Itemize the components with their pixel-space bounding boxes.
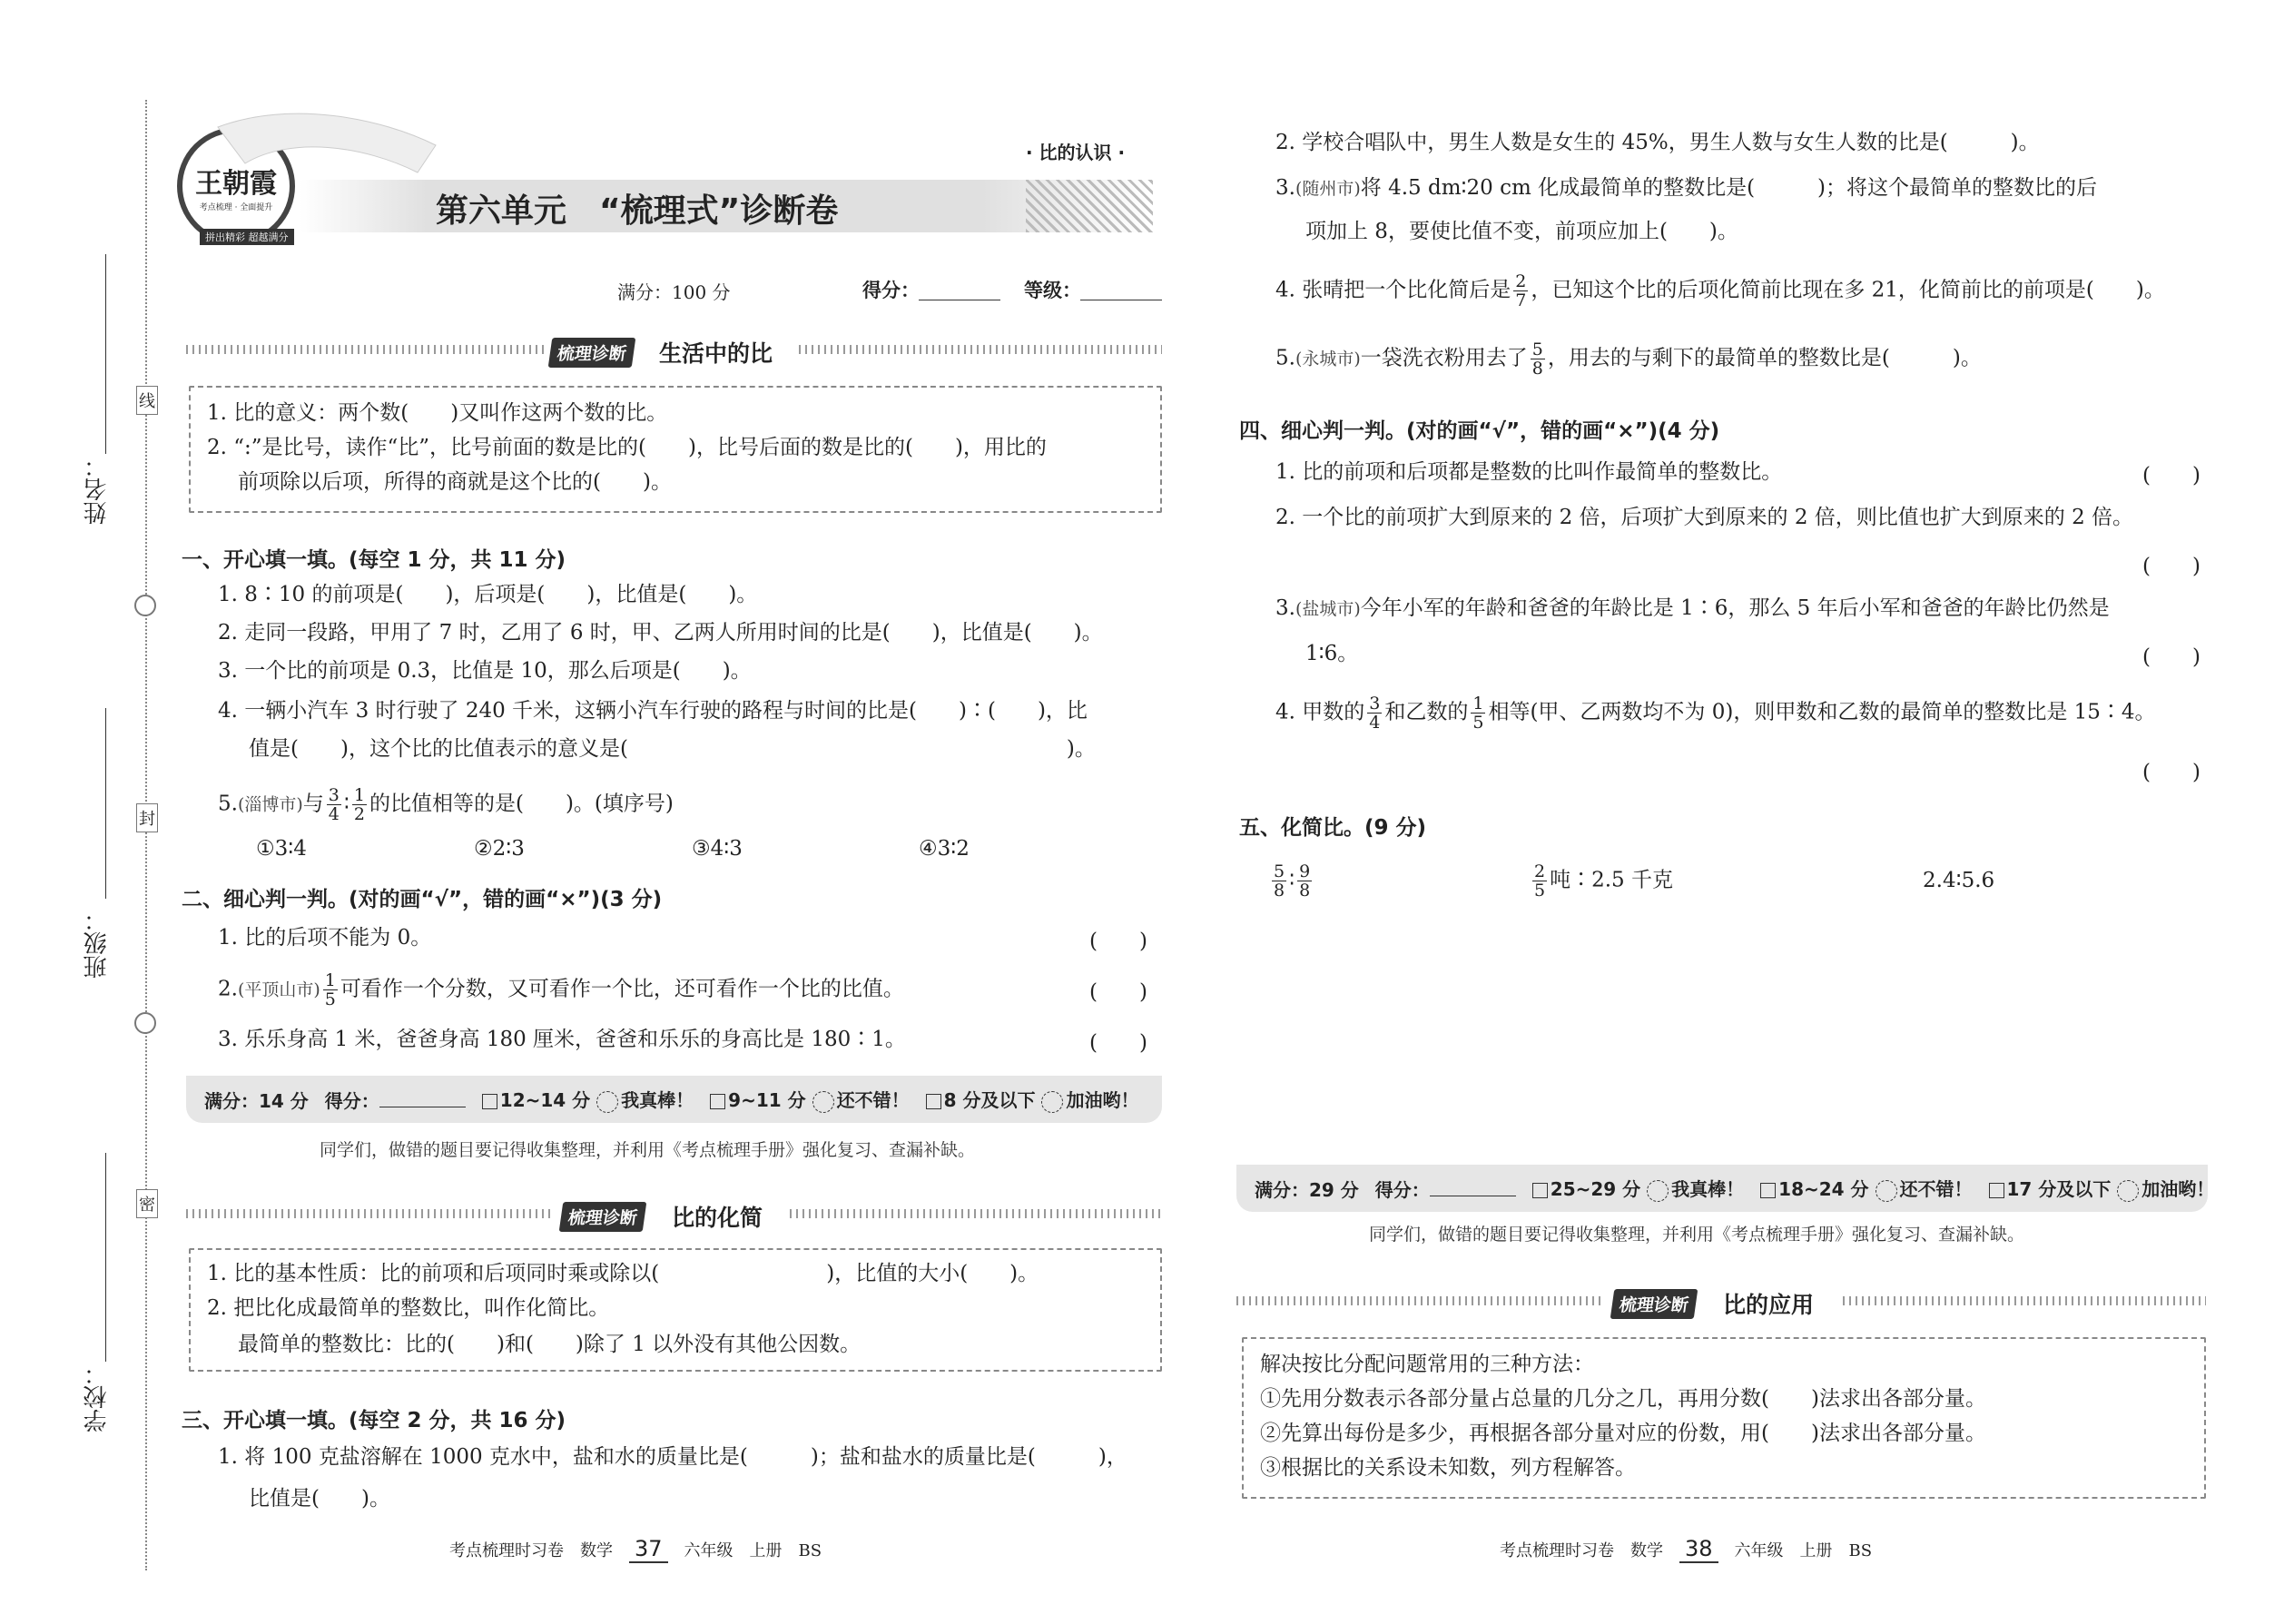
checkbox[interactable] [1989,1183,2004,1198]
question: 3.(随州市)将 4.5 dm∶20 cm 化成最简单的整数比是( )；将这个最简单的整数比的后 [1275,176,2098,200]
fraction: $\frac{2}{7}$ [1515,271,1527,310]
smile-icon [1647,1180,1669,1202]
question: 项加上 8，要使比值不变，前项应加上( )。 [1305,220,1738,243]
q-text: 与 [302,792,324,816]
question: 2.(平顶山市) $\frac{1}{5}$ 可看作一个分数，又可看作一个比，还可看作一个比的比值。 [218,970,904,1009]
cheer-icon [1041,1091,1063,1113]
binding-line [145,100,147,1570]
section-title: 生活中的比 [659,340,773,367]
question: 3. 乐乐身高 1 米，爸爸身高 180 厘米，爸爸和乐乐的身高比是 180∶1。 [218,1028,906,1051]
class-label: 班级： [84,908,111,979]
question: 值是( )，这个比的比值表示的意义是( )。 [249,737,1096,761]
part-heading: 三、开心填一填。(每空 2 分，共 16 分) [182,1409,566,1432]
score-label: 得分： [1374,1178,1430,1201]
score-label: 得分： [324,1089,379,1112]
full-score: 满分：29 分 [1255,1178,1359,1201]
reminder: 同学们，做错的题目要记得收集整理，并利用《考点梳理手册》强化复习、查漏补缺。 [320,1140,976,1160]
name-blank[interactable] [105,254,106,454]
grade-label: 等级： [1024,280,1081,301]
cheer-icon [2117,1180,2139,1202]
city-note: (淄博市) [237,794,303,815]
city-note: (盐城市) [1295,599,1361,619]
question: 5.(永城市)一袋洗衣粉用去了 $\frac{5}{8}$ ，用去的与剩下的最简单的整数比是( )。 [1275,340,1982,379]
part-heading: 四、细心判一判。(对的画“√”，错的画“×”)(4 分) [1239,419,1720,443]
logo-motto: 拼出精彩 超越满分 [200,229,294,245]
fraction: $\frac{1}{5}$ [1472,694,1484,733]
section-tag: 梳理诊断 [1610,1289,1698,1319]
seal-label-1: 线 [136,386,158,415]
option: ①3∶4 [256,837,307,861]
question: 比值是( )。 [249,1487,390,1511]
binding-hole-bottom [134,1012,156,1034]
question: 4. 张晴把一个比化简后是 $\frac{2}{7}$ ，已知这个比的后项化简前比现在多 21，化简前比的前项是( )。 [1275,271,2165,310]
score-bar: 满分：14 分 得分： 12~14 分 我真棒！ 9~11 分 还不错！ 8 分及以下 加油哟！ [186,1076,1162,1123]
page-title: 第六单元 “梳理式”诊断卷 [436,192,839,230]
reminder: 同学们，做错的题目要记得收集整理，并利用《考点梳理手册》强化复习、查漏补缺。 [1369,1225,2025,1245]
logo-sub: 考点梳理 · 全面提升 [199,202,273,212]
city-note: (永城市) [1295,349,1361,369]
knowledge-line: 2. “:”是比号，读作“比”，比号前面的数是比的( )，比号后面的数是比的( )，用比的 [207,436,1047,459]
question: 1. 比的后项不能为 0。 [218,926,432,950]
question: 3.(盐城市)今年小军的年龄和爸爸的年龄比是 1∶6，那么 5 年后小军和爸爸的年龄比仍然是 [1275,596,2110,620]
logo-text: 王朝霞 [195,167,277,200]
fraction: $\frac{9}{8}$ [1299,861,1311,901]
page-number: 37 [629,1536,668,1563]
seal-label-3: 密 [136,1189,158,1218]
section-tag: 梳理诊断 [548,338,636,368]
option: ②2∶3 [474,837,525,861]
class-blank[interactable] [105,708,106,899]
section-divider [186,345,545,354]
answer-paren[interactable]: ( ) [2142,555,2200,578]
part-heading: 一、开心填一填。(每空 1 分，共 11 分) [182,548,566,572]
part-heading: 二、细心判一判。(对的画“√”，错的画“×”)(3 分) [182,888,663,911]
answer-paren[interactable]: ( ) [2142,464,2200,487]
section-divider [1843,1296,2206,1305]
section-divider [790,1209,1162,1218]
q-number: 5. [218,792,238,816]
part-heading: 五、化简比。(9 分) [1239,816,1427,840]
fraction: $\frac{1}{2}$ [353,785,365,824]
answer-paren[interactable]: ( ) [2142,645,2200,669]
section-title: 比的应用 [1723,1292,1815,1318]
answer-paren[interactable]: ( ) [1089,1031,1147,1055]
knowledge-line: 解决按比分配问题常用的三种方法： [1260,1353,1594,1376]
question: 4. 一辆小汽车 3 时行驶了 240 千米，这辆小汽车行驶的路程与时间的比是( )∶( )，比 [218,699,1088,723]
footer-book: 考点梳理时习卷 数学 [449,1541,613,1560]
fraction: $\frac{5}{8}$ [1274,861,1285,901]
simplify-item: $\frac{5}{8}$ ∶ $\frac{9}{8}$ [1274,861,1311,901]
score-label: 得分： [862,280,920,301]
footer-grade: 六年级 上册 BS [684,1541,822,1560]
footer-book: 考点梳理时习卷 数学 [1500,1541,1663,1560]
section-divider [186,1209,554,1218]
city-note: (随州市) [1295,179,1361,199]
knowledge-line: ①先用分数表示各部分量占总量的几分之几，再用分数( )法求出各部分量。 [1260,1387,1986,1411]
fraction: $\frac{3}{4}$ [328,785,340,824]
score-blank[interactable] [1430,1180,1516,1196]
checkbox[interactable] [926,1094,941,1109]
knowledge-line: 1. 比的基本性质：比的前项和后项同时乘或除以( )，比值的大小( )。 [207,1262,1039,1285]
school-blank[interactable] [105,1153,106,1362]
knowledge-line: 最简单的整数比：比的( )和( )除了 1 以外没有其他公因数。 [238,1333,861,1356]
score-bar: 满分：29 分 得分： 25~29 分 我真棒！ 18~24 分 还不错！ 17 分及以下 加油哟！ [1236,1165,2208,1212]
knowledge-line: 1. 比的意义：两个数( )又叫作这两个数的比。 [207,401,668,425]
title-band-pattern [1026,180,1153,232]
smile-icon [812,1091,834,1113]
footer-grade: 六年级 上册 BS [1734,1541,1873,1560]
section-divider [799,345,1162,354]
question: 2. 一个比的前项扩大到原来的 2 倍，后项扩大到原来的 2 倍，则比值也扩大到原来的 2 倍。 [1275,506,2134,529]
page-number: 38 [1679,1536,1718,1563]
name-label: 姓名： [84,454,111,525]
fraction: $\frac{5}{8}$ [1531,340,1543,379]
checkbox[interactable] [1532,1183,1548,1198]
simplify-item: $\frac{2}{5}$ 吨∶2.5 千克 [1534,861,1673,901]
checkbox[interactable] [710,1094,725,1109]
question: 2. 走同一段路，甲用了 7 时，乙用了 6 时，甲、乙两人所用时间的比是( )，比值是( )。 [218,621,1103,645]
city-note: (平顶山市) [237,979,320,1000]
checkbox[interactable] [482,1094,497,1109]
option: ③4∶3 [692,837,743,861]
fraction: $\frac{1}{5}$ [324,970,336,1009]
question: 1. 将 100 克盐溶解在 1000 克水中，盐和水的质量比是( )；盐和盐水的质量比是( )， [218,1445,1127,1469]
question: 1. 比的前项和后项都是整数的比叫作最简单的整数比。 [1275,460,1783,484]
full-score: 满分：100 分 [617,281,731,303]
section-tag: 梳理诊断 [559,1202,647,1232]
binding-hole-top [134,595,156,616]
question: 5.(淄博市)与 $\frac{3}{4}$ ∶ $\frac{1}{2}$ 的比值相等的是( )。(填序号) [218,785,674,824]
question: 3. 一个比的前项是 0.3，比值是 10，那么后项是( )。 [218,659,752,683]
full-score: 满分：14 分 [204,1089,309,1112]
simplify-item: 2.4∶5.6 [1923,869,1995,892]
question: 4. 甲数的 $\frac{3}{4}$ 和乙数的 $\frac{1}{5}$ 相等(甲、乙两数均不为 0)，则甲数和乙数的最简单的整数比是 15∶4。 [1275,694,2156,733]
score-blank[interactable] [379,1091,466,1107]
page-footer [449,1536,822,1563]
fraction: $\frac{3}{4}$ [1369,694,1381,733]
smile-icon [596,1091,618,1113]
seal-label-2: 封 [136,803,158,832]
answer-paren[interactable]: ( ) [1089,930,1147,953]
knowledge-line: ③根据比的关系设未知数，列方程解答。 [1260,1456,1636,1480]
knowledge-line: 前项除以后项，所得的商就是这个比的( )。 [238,470,672,494]
question: 1∶6。 [1305,642,1359,665]
answer-paren[interactable]: ( ) [1089,980,1147,1004]
page-footer [1500,1536,1872,1563]
knowledge-line: ②先算出每份是多少，再根据各部分量对应的份数，用( )法求出各部分量。 [1260,1422,1986,1445]
fraction: $\frac{2}{5}$ [1534,861,1546,901]
knowledge-line: 2. 把比化成最简单的整数比，叫作化简比。 [207,1296,610,1320]
smile-icon [1876,1180,1897,1202]
section-divider [1236,1296,1604,1305]
question: 2. 学校合唱队中，男生人数是女生的 45%，男生人数与女生人数的比是( )。 [1275,131,2040,154]
checkbox[interactable] [1760,1183,1776,1198]
answer-paren[interactable]: ( ) [2142,761,2200,784]
topic-tag: · 比的认识 · [1026,142,1126,163]
school-label: 学校： [84,1362,111,1432]
section-title: 比的化简 [672,1205,763,1231]
q-text: 的比值相等的是( )。(填序号) [369,792,674,816]
option: ④3∶2 [919,837,970,861]
question: 1. 8∶10 的前项是( )，后项是( )，比值是( )。 [218,583,758,606]
